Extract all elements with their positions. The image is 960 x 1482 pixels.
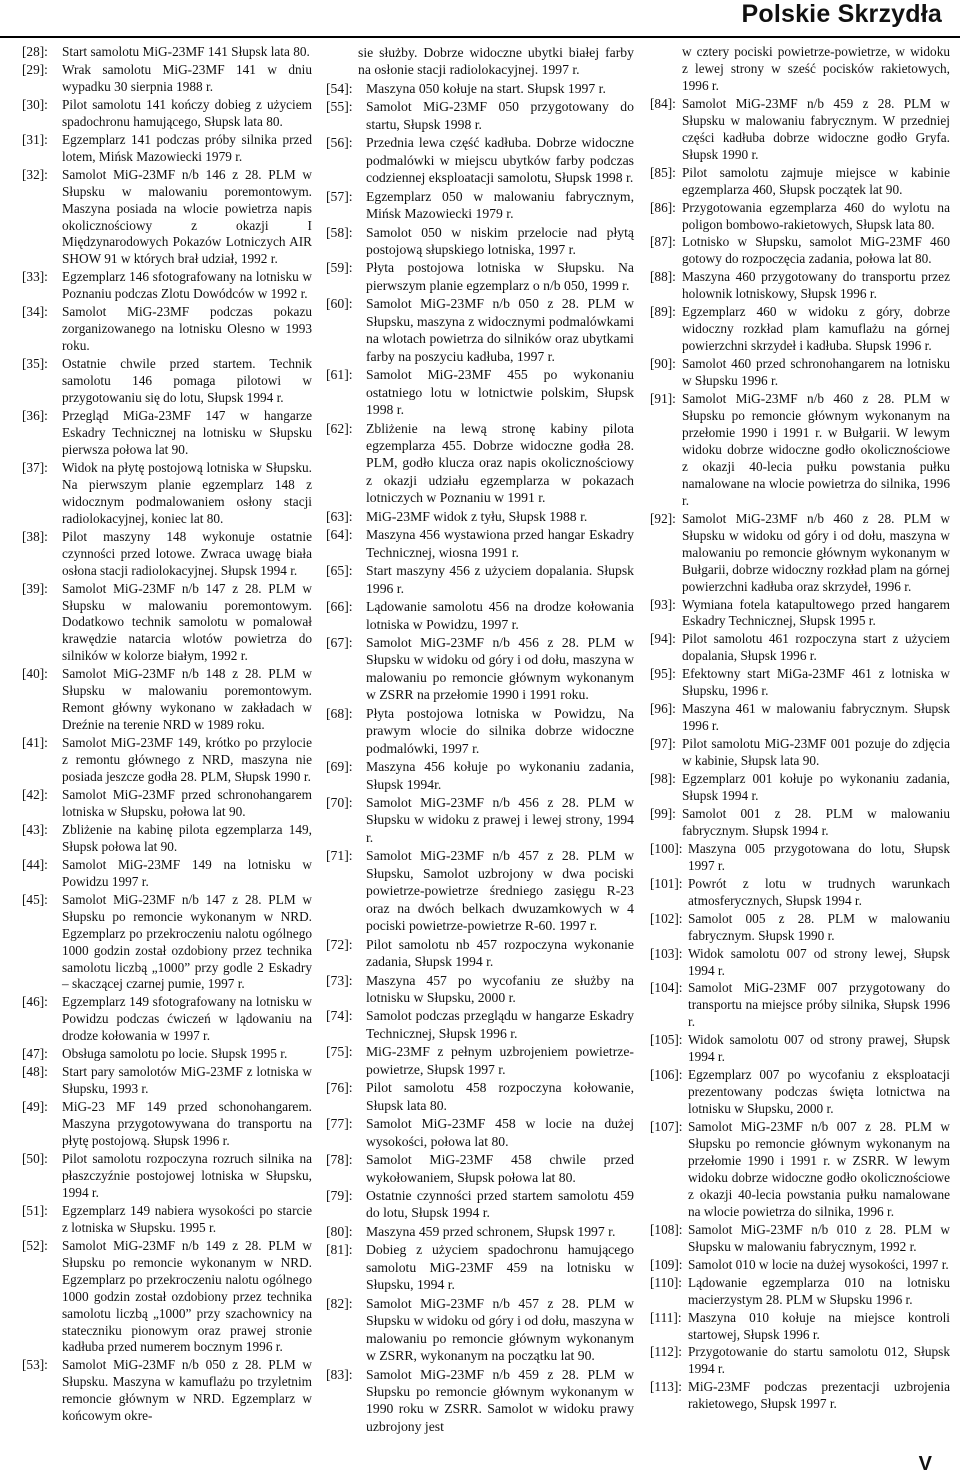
caption-number: [83]: [326,1366,353,1382]
photo-caption [22,1099,312,1150]
caption-text: Start maszyny 456 z użyciem dopalania. Słupsk 1996 r. [366,563,634,596]
caption-text: Samolot 050 w niskim przelocie nad płytą postojową słupskiego lotniska, 1997 r. [366,224,634,257]
photo-caption [650,234,950,268]
caption-text: Samolot MiG-23MF n/b 149 z 28. PLM w Słupsku po remoncie wykonanym w NRD. Egzemplarz po przekroczeniu nalotu ogólnego 1000 godzin został ozdobiony przez technika samolotu liczbą „1000” przy szachownicy na stateczniku pionowym oraz prawej stronie kadłuba przed numerem bocznym 1996 r. [62,1237,312,1355]
photo-caption [22,1151,312,1202]
photo-caption [650,44,950,95]
caption-number: [64]: [326,527,353,543]
caption-number: [53]: [22,1357,48,1373]
caption-text: Widok na płytę postojową lotniska w Słupsku. Na pierwszym planie egzemplarz 148 z widocznym podmalowaniem osłony stacji radiolokacyjnej, koniec lat 80. [62,459,312,526]
caption-number: [45]: [22,891,48,907]
caption-text: Egzemplarz 146 sfotografowany na lotnisku w Poznaniu podczas Zlotu Dowódców w 1992 r. [62,269,312,302]
caption-number: [78]: [326,1152,353,1168]
caption-text: Samolot 010 w locie na dużej wysokości, 1997 r. [688,1256,949,1272]
caption-number: [81]: [326,1242,353,1258]
photo-caption [650,1032,950,1066]
caption-number: [88]: [650,269,676,285]
caption-text: w cztery pociski powietrze-powietrze, w widoku z lewej strony w sześć pocisków rakietowych, 1996 r. [682,44,950,93]
photo-caption [650,631,950,665]
caption-text: MiG-23MF podczas prezentacji uzbrojenia rakietowego, Słupsk 1997 r. [688,1379,950,1412]
caption-number: [99]: [650,805,676,821]
caption-text: Egzemplarz 149 sfotografowany na lotnisku w Powidzu podczas ćwiczeń w lądowaniu na drodze kołowania w 1997 r. [62,994,312,1044]
caption-text: Samolot MiG-23MF n/b 010 z 28. PLM w Słupsku w malowaniu fabrycznym, 1992 r. [688,1221,950,1254]
photo-caption [326,526,634,561]
page-number: V [918,1453,932,1475]
caption-number: [106]: [650,1067,683,1083]
caption-text: Samolot MiG-23MF 149, krótko po przylocie z remontu głównego z NRD, maszyna nie posiada jeszcze godła 28. PLM, Słupsk 1990 r. [62,735,312,785]
caption-number: [69]: [326,759,353,775]
caption-number: [111]: [650,1309,682,1325]
photo-caption [22,857,312,891]
photo-caption [326,98,634,133]
caption-text: sie służby. Dobrze widoczne ubytki białej farby na osłonie stacji radiolokacyjnej. 1997 r. [358,45,634,78]
caption-text: Przegląd MiGa-23MF 147 w hangarze Eskadry Technicznej na lotnisku w Słupsku pierwsza połowa lat 90. [62,408,312,457]
photo-caption [650,1310,950,1344]
caption-text: Płyta postojowa lotniska w Powidzu, Na prawym wlocie do silnika dobrze widoczne podmalówki, 1997 r. [366,705,634,756]
photo-caption [326,758,634,793]
photo-caption [650,771,950,805]
photo-caption [326,1151,634,1186]
photo-caption [650,511,950,596]
caption-column-1 [22,44,312,1426]
photo-caption [650,200,950,234]
caption-number: [58]: [326,224,353,240]
photo-caption [650,1344,950,1378]
photo-caption [22,787,312,821]
caption-number: [35]: [22,356,48,372]
caption-number: [96]: [650,701,676,717]
caption-text: Samolot MiG-23MF n/b 050 z 28. PLM w Słupsku. Maszyna w kamuflażu po trzyletnim remoncie głównym w NRD. Egzemplarz w końcowym okre- [62,1357,312,1424]
caption-number: [54]: [326,80,353,96]
caption-number: [42]: [22,786,48,802]
caption-text: Samolot MiG-23MF 458 chwile przed wykołowaniem, Słupsk połowa lat 80. [366,1152,634,1185]
photo-caption [650,269,950,303]
photo-caption [326,1295,634,1365]
caption-number: [51]: [22,1202,48,1218]
caption-text: Egzemplarz 149 nabiera wysokości po starcie z lotniska w Słupsku. 1995 r. [62,1202,312,1235]
caption-number: [29]: [22,61,48,77]
caption-number: [86]: [650,199,676,215]
caption-text: Pilot samolotu zajmuje miejsce w kabinie egzemplarza 460, Słupsk początek lat 90. [682,164,950,197]
photo-caption [22,269,312,303]
caption-number: [77]: [326,1116,353,1132]
caption-text: Samolot MiG-23MF n/b 050 z 28. PLM w Słupsku, maszyna z widocznymi podmalówkami na wlotach powietrza do silników oraz ubytkami farby na poszyciu kadłuba, 1997 r. [366,296,635,364]
photo-caption [326,508,634,525]
caption-text: Samolot 001 z 28. PLM w malowaniu fabrycznym. Słupsk 1994 r. [682,805,950,838]
photo-caption [326,1007,634,1042]
photo-caption [326,366,634,418]
caption-number: [113]: [650,1379,683,1395]
caption-text: Lądowanie egzemplarza 010 na lotnisku macierzystym 28. PLM w Słupsku 1996 r. [688,1274,950,1307]
caption-text: Start samolotu MiG-23MF 141 Słupsk lata 80. [62,44,310,59]
caption-number: [100]: [650,840,683,856]
caption-text: Samolot MiG-23MF 149 na lotnisku w Powidzu 1997 r. [62,856,312,889]
caption-text: MiG-23MF z pełnym uzbrojeniem powietrze-powietrze, Słupsk 1997 r. [366,1044,634,1077]
photo-caption [650,806,950,840]
caption-number: [30]: [22,96,48,112]
caption-number: [55]: [326,99,353,115]
caption-number: [41]: [22,735,48,751]
caption-number: [82]: [326,1295,353,1311]
caption-number: [94]: [650,631,676,647]
caption-text: Widok samolotu 007 od strony prawej, Słupsk 1994 r. [688,1032,950,1065]
caption-text: Dobieg z użyciem spadochronu hamującego samolotu MiG-23MF 459 na lotnisku w Słupsku, 1994 r. [366,1242,634,1293]
caption-number: [49]: [22,1099,48,1115]
photo-caption [22,460,312,528]
caption-number: [37]: [22,459,48,475]
caption-text: Samolot MiG-23MF n/b 007 z 28. PLM w Słupsku po remoncie głównym wykonanym na przełomie 1990 i 1991 r. w ZSRR. W lewym widoku dobrze widoczne godło okolicznościowe z okazji 40-lecia powstania pułku namalowane na wlocie powietrza do silnika, 1996 r. [688,1119,950,1219]
photo-caption [326,1079,634,1114]
caption-text: Zbliżenie na lewą stronę kabiny pilota egzemplarza 455. Dobrze widoczne godła 28. PLM, godło klucza oraz napis okolicznościowy z okazji udziału egzemplarza w pokazach lotniczych w Poznaniu w 1991 r. [366,420,634,506]
photo-caption [326,295,634,365]
caption-number: [43]: [22,821,48,837]
caption-number: [87]: [650,234,676,250]
photo-caption [326,188,634,223]
photo-caption [22,97,312,131]
photo-caption [22,994,312,1045]
caption-text: Ostatnie chwile przed startem. Technik samolotu 146 pomaga pilotowi w przygotowaniu się do lotu, Słupsk 1994 r. [62,356,312,406]
caption-text: Samolot MiG-23MF n/b 460 z 28. PLM w Słupsku w widoku od góry i od dołu, maszyna w malowaniu po remoncie głównym wykonanym w Bułgarii, dobrze widoczny rozkład plam na górnej powierzchni kadłuba oraz skrzydeł, 1996 r. [682,510,950,594]
photo-caption [326,936,634,971]
caption-number: [44]: [22,856,48,872]
page-header [0,0,960,38]
photo-caption [22,666,312,734]
caption-number: [95]: [650,666,676,682]
caption-text: Przednia lewa część kadłuba. Dobrze widoczne podmalówki w miejscu ubytków farby podczas codziennej eksploatacji samolotu, Słupsk 1998 r. [366,135,634,186]
caption-column-2 [326,44,634,1436]
caption-text: Zbliżenie na kabinę pilota egzemplarza 149, Słupsk połowa lat 90. [62,821,312,854]
photo-caption [22,822,312,856]
photo-caption [326,259,634,294]
caption-number: [75]: [326,1044,353,1060]
photo-caption [326,1223,634,1240]
caption-text: Samolot MiG-23MF n/b 147 z 28. PLM w Słupsku w malowaniu poremontowym. Dodatkowo technik samolotu w pomalował krawędzie natarcia wlotów powietrza do silników w kolorze białym, 1992 r. [62,580,312,664]
caption-text: Samolot 005 z 28. PLM w malowaniu fabrycznym. Słupsk 1990 r. [688,910,950,943]
photo-caption [326,1241,634,1293]
caption-number: [84]: [650,95,676,111]
caption-text: Samolot MiG-23MF n/b 456 z 28. PLM w Słupsku w widoku od góry i od dołu, maszyna w malowaniu po remoncie głównym wykonanym w ZSRR na przełomie 1990 i 1991 roku. [366,634,634,703]
caption-number: [104]: [650,980,683,996]
photo-caption [22,892,312,994]
caption-text: Samolot podczas przeglądu w hangarze Eskadry Technicznej, Słupsk 1996 r. [366,1008,634,1041]
photo-caption [22,44,312,61]
caption-text: Pilot samolotu 458 rozpoczyna kołowanie, Słupsk lata 80. [366,1080,634,1113]
photo-caption [326,224,634,259]
caption-text: Samolot MiG-23MF 050 przygotowany do startu, Słupsk 1998 r. [366,99,634,132]
photo-caption [650,597,950,631]
caption-text: Samolot 460 przed schronohangarem na lotnisku w Słupsku 1996 r. [682,356,950,389]
caption-text: Maszyna 050 kołuje na start. Słupsk 1997 r. [366,80,606,96]
photo-caption [650,946,950,980]
photo-caption [22,1046,312,1063]
caption-number: [110]: [650,1274,683,1290]
caption-number: [57]: [326,188,353,204]
caption-text: Pilot samolotu MiG-23MF 001 pozuje do zdjęcia w kabinie, Słupsk lata 90. [682,736,950,769]
caption-text: Obsługa samolotu po locie. Słupsk 1995 r. [62,1046,288,1062]
caption-text: MiG-23MF widok z tyłu, Słupsk 1988 r. [366,508,588,524]
caption-text: Maszyna 005 przygotowana do lotu, Słupsk 1997 r. [688,840,950,873]
caption-text: Samolot MiG-23MF n/b 147 z 28. PLM w Słupsku po remoncie wykonanym w NRD. Egzemplarz po przekroczeniu nalotu ogólnego 1000 godzin został ozdobiony przez technika samolotu liczbą „1000” przy godle 2 Eskadry – skaczącej czarnej pumie, 1997 r. [62,891,312,992]
caption-number: [36]: [22,408,48,424]
caption-text: Pilot samolotu rozpoczyna rozruch silnika na płaszczyźnie postojowej lotniska w Słupsku, 1994 r. [62,1151,312,1200]
photo-caption [22,408,312,459]
caption-number: [47]: [22,1046,48,1062]
caption-number: [67]: [326,634,353,650]
photo-caption [22,304,312,355]
caption-number: [103]: [650,945,683,961]
caption-number: [74]: [326,1008,353,1024]
caption-text: Lądowanie samolotu 456 na drodze kołowania lotniska w Powidzu, 1997 r. [366,599,634,632]
caption-text: Maszyna 459 przed schronem, Słupsk 1997 r. [366,1223,616,1239]
caption-text: Powrót z lotu w trudnych warunkach atmosferycznych, Słupsk 1994 r. [688,875,950,908]
caption-number: [90]: [650,356,676,372]
caption-number: [91]: [650,391,676,407]
caption-number: [71]: [326,848,353,864]
photo-caption [22,1203,312,1237]
caption-number: [73]: [326,972,353,988]
caption-number: [39]: [22,580,48,596]
photo-caption [22,1064,312,1098]
caption-text: Samolot MiG-23MF n/b 148 z 28. PLM w Słupsku w malowaniu poremontowym. Remont główny wykonano w zakładach w Dreźnie na terenie NRD w 1989 roku. [62,666,312,733]
caption-number: [63]: [326,508,353,524]
magazine-title: Polskie Skrzydła [741,0,942,28]
caption-number: [112]: [650,1344,683,1360]
photo-caption [22,581,312,666]
caption-number: [34]: [22,304,48,320]
caption-text: Egzemplarz 141 podczas próby silnika przed lotem, Mińsk Mazowiecki 1979 r. [62,131,312,164]
caption-text: Ostatnie czynności przed startem samolotu 459 do lotu, Słupsk 1994 r. [366,1188,634,1221]
caption-text: Samolot MiG-23MF n/b 146 z 28. PLM w Słupsku w malowaniu poremontowym. Maszyna posiada na wlocie powietrza napis okolicznościowy z okazji I Międzynarodowych Pokazów Lotniczych AIR SHOW 91 w których brał udział, 1992 r. [62,166,312,267]
caption-number: [85]: [650,164,676,180]
caption-number: [89]: [650,304,676,320]
caption-number: [92]: [650,510,676,526]
photo-caption [326,562,634,597]
caption-number: [79]: [326,1188,353,1203]
caption-text: Wymiana fotela katapultowego przed hangarem Eskadry Technicznej, Słupsk 1995 r. [682,596,950,629]
caption-number: [38]: [22,528,48,544]
photo-caption [22,529,312,580]
photo-caption [326,847,634,934]
caption-text: Maszyna 461 w malowaniu fabrycznym. Słupsk 1996 r. [682,701,950,734]
photo-caption [326,80,634,97]
caption-number: [70]: [326,795,353,811]
photo-caption [650,96,950,164]
caption-number: [107]: [650,1119,683,1135]
caption-number: [80]: [326,1223,353,1239]
caption-text: Przygotowanie do startu samolotu 012, Słupsk 1994 r. [688,1344,950,1377]
caption-text: Widok samolotu 007 od strony lewej, Słupsk 1994 r. [688,945,950,978]
caption-number: [28]: [22,44,48,59]
caption-text: Samolot MiG-23MF 455 po wykonaniu ostatniego lotu w lotnictwie polskim, Słupsk 1998 r. [366,367,634,418]
caption-text: Pilot maszyny 148 wykonuje ostatnie czynności przed lotowe. Zwraca uwagę biała osłona stacji radiolokacyjnej. Słupsk 1994 r. [62,528,312,578]
photo-caption [650,911,950,945]
caption-text: Samolot MiG-23MF n/b 459 z 28. PLM w Słupsku w malowaniu fabrycznym. W przedniej części kadłuba dobrze widoczne godło Gryfa. Słupsk 1990 r. [682,95,950,162]
photo-caption [650,701,950,735]
caption-number: [56]: [326,135,353,151]
photo-caption [326,705,634,757]
caption-text: Samolot MiG-23MF 007 przygotowany do transportu na miejsce próby silnika, Słupsk 1996 r. [688,980,950,1030]
caption-text: Egzemplarz 460 w widoku z góry, dobrze widoczny rozkład plam kamuflażu na górnej powierzchni skrzydeł i kadłuba. Słupsk 1996 r. [682,304,950,354]
caption-text: Pilot samolotu 141 kończy dobieg z użyciem spadochronu hamującego, Słupsk lata 80. [62,96,312,129]
photo-caption [326,420,634,507]
caption-number: [52]: [22,1237,48,1253]
caption-text: Egzemplarz 007 po wycofaniu z eksploatacji prezentowany podczas święta lotnictwa na lotnisku w Słupsku, 2000 r. [688,1067,950,1117]
caption-text: Maszyna 460 przygotowany do transportu przez holownik lotniskowy, Słupsk 1996 r. [682,269,950,302]
photo-caption [650,1067,950,1118]
caption-text: Maszyna 456 kołuje po wykonaniu zadania, Słupsk 1994r. [366,759,634,792]
photo-caption [22,735,312,786]
caption-text: Przygotowania egzemplarza 460 do wylotu na poligon bombowo-rakietowych, Słupsk lata 80. [682,199,950,232]
photo-caption [326,44,634,79]
caption-text: Wrak samolotu MiG-23MF 141 w dniu wypadku 30 sierpnia 1988 r. [62,61,312,94]
caption-text: Samolot MiG-23MF przed schronohangarem lotniska w Słupsku, połowa lat 90. [62,786,312,819]
photo-caption [22,356,312,407]
header-rule [0,36,960,38]
caption-text: Efektowny start MiGa-23MF 461 z lotniska w Słupsku, 1996 r. [682,666,950,699]
caption-number: [76]: [326,1080,353,1096]
caption-text: Pilot samolotu nb 457 rozpoczyna wykonanie zadania, Słupsk 1994 r. [366,936,634,970]
caption-text: Pilot samolotu 461 rozpoczyna start z użyciem dopalania, Słupsk 1996 r. [682,631,950,664]
photo-caption [22,167,312,269]
photo-caption [326,972,634,1007]
caption-text: Egzemplarz 001 kołuje po wykonaniu zadania, Słupsk 1994 r. [682,771,950,803]
photo-caption [650,356,950,390]
photo-caption [326,134,634,186]
caption-text: Płyta postojowa lotniska w Słupsku. Na pierwszym planie egzemplarz o n/b 050, 1999 r. [366,260,634,293]
caption-number: [46]: [22,994,48,1010]
caption-number: [32]: [22,166,48,182]
photo-caption [650,1119,950,1221]
photo-caption [22,132,312,166]
caption-text: Maszyna 457 po wycofaniu ze służby na lotnisku w Słupsku, 2000 r. [366,972,634,1006]
caption-text: Samolot MiG-23MF n/b 457 z 28. PLM w Słupsku w widoku od góry i od dołu, maszyna w malowaniu po remoncie głównym wykonanym w ZSRR, wykonanym na początku lat 90. [366,1295,634,1364]
caption-number: [48]: [22,1064,48,1080]
photo-caption [22,62,312,96]
caption-text: Start pary samolotów MiG-23MF z lotniska w Słupsku, 1993 r. [62,1064,312,1097]
photo-caption [650,841,950,875]
photo-caption [650,1275,950,1309]
caption-number: [50]: [22,1151,48,1166]
caption-text: Samolot MiG-23MF n/b 457 z 28. PLM w Słupsku, Samolot uzbrojony w dwa pociski powietrze-powietrze średniego zasięgu R-23 oraz na dwóch belkach dwuzamkowych w 4 pociski powietrze-powietrze R-60. 1997 r. [366,848,634,934]
caption-text: Maszyna 456 wystawiona przed hangar Eskadry Technicznej, wiosna 1991 r. [366,527,634,560]
caption-number: [101]: [650,875,683,891]
caption-number: [93]: [650,596,676,612]
caption-number: [97]: [650,736,676,752]
photo-caption [326,1187,634,1222]
caption-text: Lotnisko w Słupsku, samolot MiG-23MF 460 gotowy do rozpoczęcia zadania, połowa lat 80. [682,234,950,267]
caption-text: Samolot MiG-23MF podczas pokazu zorganizowanego na lotnisku Olesno w 1993 roku. [62,304,312,354]
photo-caption [326,634,634,704]
caption-number: [72]: [326,936,353,952]
photo-caption [650,165,950,199]
photo-caption [326,598,634,633]
caption-number: [31]: [22,131,48,147]
photo-caption [326,1115,634,1150]
photo-caption [22,1357,312,1425]
caption-text: Egzemplarz 050 w malowaniu fabrycznym, Mińsk Mazowiecki 1979 r. [366,188,634,222]
caption-column-3 [650,44,950,1414]
caption-text: Samolot MiG-23MF n/b 459 z 28. PLM w Słupsku po remoncie głównym wykonanym w 1990 roku w ZSRR. Samolot w widoku prawy uzbrojony jest [366,1366,634,1434]
caption-text: Samolot MiG-23MF n/b 460 z 28. PLM w Słupsku po remoncie głównym wykonanym na przełomie 1990 i 1991 r. w Bułgarii. W lewym widoku dobrze widoczne godło okolicznościowe z okazji 40-lecia pułku powstania pułku namalowane na wlocie powietrza do silnika, 1996 r. [682,391,950,508]
caption-number: [33]: [22,269,48,285]
caption-number: [98]: [650,771,676,787]
caption-number: [109]: [650,1256,683,1272]
caption-number: [108]: [650,1221,683,1237]
photo-caption [326,1043,634,1078]
caption-number: [62]: [326,420,353,436]
photo-caption [22,1238,312,1357]
caption-number: [102]: [650,910,683,926]
photo-caption [650,1379,950,1413]
photo-caption [650,1222,950,1256]
photo-caption [650,980,950,1031]
photo-caption [650,304,950,355]
caption-text: Samolot MiG-23MF 458 w locie na dużej wysokości, połowa lat 80. [366,1116,634,1149]
photo-caption [326,794,634,846]
caption-number: [105]: [650,1032,683,1048]
photo-caption [650,1257,950,1274]
caption-number: [59]: [326,260,353,276]
caption-number: [65]: [326,563,353,579]
photo-caption [650,736,950,770]
photo-caption [326,1366,634,1436]
photo-caption [650,876,950,910]
photo-caption [650,666,950,700]
photo-caption [650,391,950,510]
caption-text: MiG-23 MF 149 przed schonohangarem. Maszyna przygotowywana do transportu na płytę postojową. Słupsk 1996 r. [62,1099,312,1149]
caption-number: [66]: [326,599,353,615]
caption-number: [40]: [22,666,48,682]
caption-number: [60]: [326,296,353,312]
caption-number: [61]: [326,367,353,383]
caption-text: Maszyna 010 kołuje na miejsce kontroli startowej, Słupsk 1996 r. [688,1309,950,1342]
caption-number: [68]: [326,705,353,721]
caption-text: Samolot MiG-23MF n/b 456 z 28. PLM w Słupsku w widoku z prawej i lewej strony, 1994 r. [366,795,634,845]
